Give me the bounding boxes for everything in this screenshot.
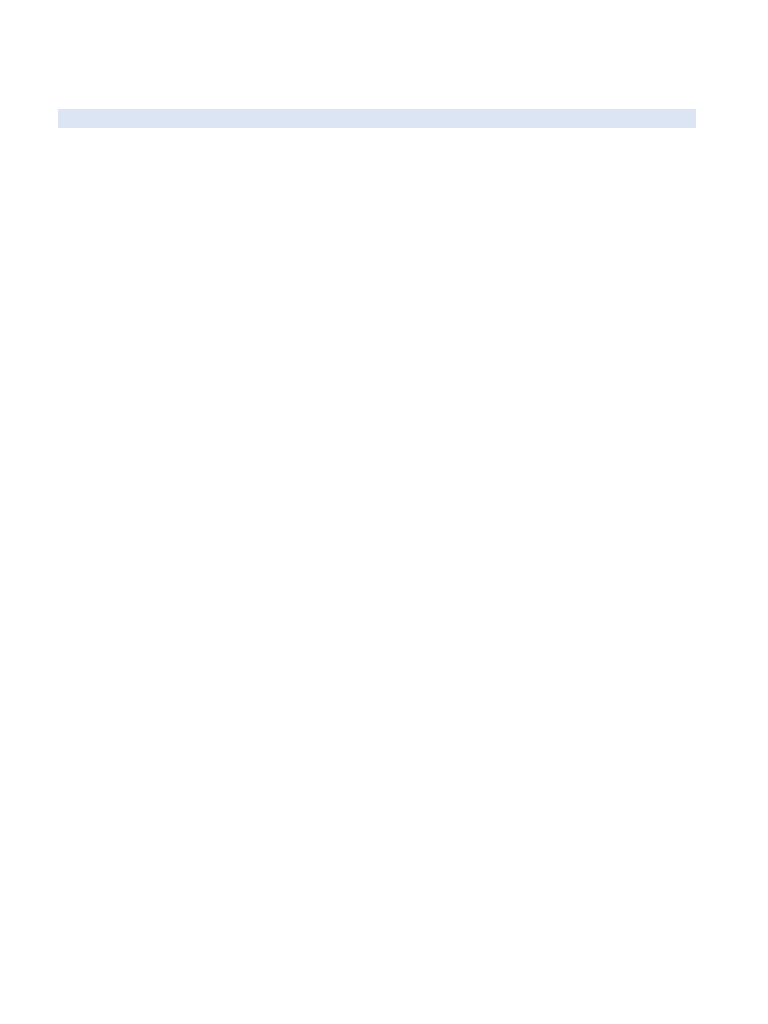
table-header (58, 109, 696, 128)
